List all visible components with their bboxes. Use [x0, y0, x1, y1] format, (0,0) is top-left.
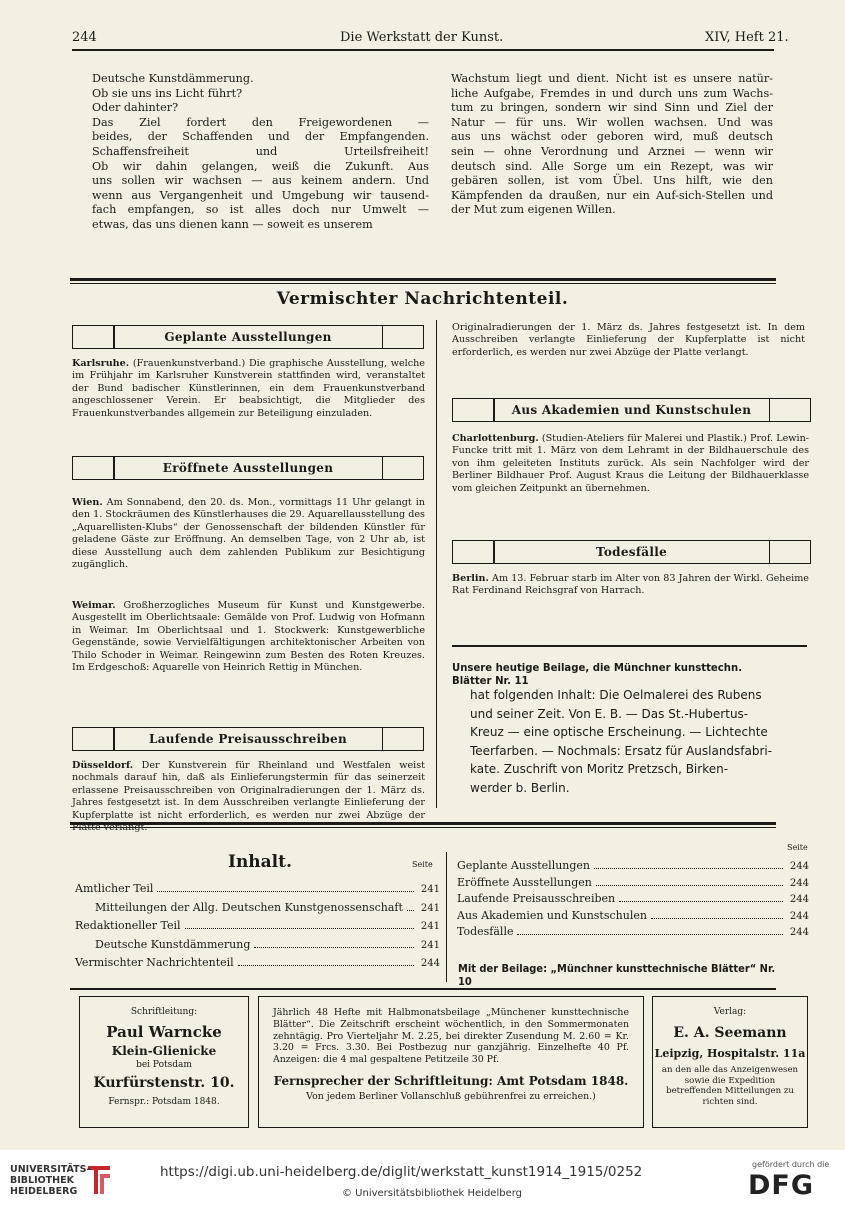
contents-left-list	[75, 880, 440, 973]
essay-line: tum zu bringen, sondern wir sind Sinn und Ziel der	[451, 101, 773, 115]
toc-leader	[407, 910, 414, 911]
toc-entry-page: 241	[420, 884, 440, 895]
beilage-line: Teerfarben. — Nochmals: Ersatz für Auslandsfabri-	[470, 743, 773, 758]
essay-line: Schaffensfreiheit und Urteilsfreiheit!	[92, 144, 429, 158]
heading-todesfaelle: Todesfälle	[452, 540, 811, 564]
schriftleitung-street: Kurfürstenstr. 10.	[93, 1075, 235, 1091]
toc-leader	[619, 901, 783, 902]
library-name	[10, 1164, 90, 1197]
heading-akademien: Aus Akademien und Kunstschulen	[452, 398, 811, 422]
contents-rule	[70, 822, 776, 825]
news-wien: Wien. Am Sonnabend, den 20. ds. Mon., vormittags 11 Uhr gelangt in den 1. Stockräumen des Künstlerhauses die 29. Aquarellausstellung des „Aquarellisten-Klubs“ der Genossenschaft der bildenden Künstler für geladene Gäste zur Eröffnung. An demselben Tage, von 2 Uhr ab, ist diese Ausstellung auch dem zahlenden Publikum zur Besichtigung zugänglich.	[72, 497, 425, 571]
toc-leader	[517, 934, 783, 935]
library-name-line: BIBLIOTHEK	[10, 1175, 74, 1186]
essay-line: Kämpfenden da draußen, nur ein Auf-sich-Stellen und	[451, 188, 773, 202]
contents-title: Inhalt.	[228, 852, 292, 872]
section-title: Vermischter Nachrichtenteil.	[276, 289, 569, 309]
toc-entry-page: 244	[789, 894, 809, 905]
essay-line: der Mut zum eigenen Willen.	[451, 203, 616, 217]
toc-entry-label: Vermischter Nachrichtenteil	[75, 956, 234, 969]
essay-line: aus uns wächst oder geboren wird, muß deutsch	[451, 130, 773, 144]
beilage-line: Kreuz — eine optische Erscheinung. — Lichtechte	[470, 725, 768, 739]
toc-entry-page: 241	[420, 921, 440, 932]
toc-entry-label: Amtlicher Teil	[75, 882, 154, 895]
news-duesseldorf-continued: Originalradierungen der 1. März ds. Jahres festgesetzt ist. In dem Ausschreiben verlangte Einlieferung der Kupferplatte ist nicht erforderlich, es werden nur zwei Abzüge der Platte verlangt.	[452, 322, 805, 358]
imprint-schriftleitung	[79, 996, 249, 1128]
contents-seite-left: Seite	[412, 860, 433, 869]
contents-right-entry	[457, 924, 809, 941]
beilage-line: und seiner Zeit. Von E. B. — Das St.-Hubertus-	[470, 706, 749, 721]
essay-line: Ob wir dahin gelangen, weiß die Zukunft. Aus	[92, 159, 429, 173]
schriftleitung-town: Klein-Glienicke	[111, 1044, 217, 1058]
toc-entry-page: 244	[789, 927, 809, 938]
phone-heading: Fernsprecher der Schriftleitung: Amt Potsdam 1848.	[273, 1073, 629, 1088]
toc-leader	[651, 918, 783, 919]
news-charlottenburg: Charlottenburg. (Studien-Ateliers für Malerei und Plastik.) Prof. Lewin-Funcke tritt mit 1. März von dem Lehramt in der Bildhauerschule des von ihm geleiteten Instituts zurück. Als sein Nachfolger wird der Berliner Bildhauer Prof. August Kraus die Leitung der Bildhauerklasse vom gleichen Zeitpunkt an übernehmen.	[452, 433, 809, 494]
verlag-heading: Verlag:	[713, 1007, 747, 1017]
essay-line: gebären sollen, ist vom Übel. Uns hilft, wie den	[451, 174, 773, 188]
toc-leader	[596, 885, 783, 886]
verlag-address: Leipzig, Hospitalstr. 11a	[654, 1047, 806, 1060]
section-rule-top	[70, 278, 776, 281]
toc-entry-label: Laufende Preisausschreiben	[457, 892, 616, 905]
essay-line: Das Ziel fordert den Freigewordenen —	[92, 115, 429, 129]
news-berlin: Berlin. Am 13. Februar starb im Alter von 83 Jahren der Wirkl. Geheime Rat Ferdinand Reichsgraf von Harrach.	[452, 573, 809, 597]
essay-line: Oder dahinter?	[92, 101, 179, 115]
toc-entry-label: Deutsche Kunstdämmerung	[95, 937, 251, 951]
essay-line: sein — ohne Verordnung und Arznei — wenn wir	[451, 144, 773, 158]
essay-line: fach empfangen, so ist alles doch nur Umwelt —	[92, 203, 429, 217]
essay-line: Deutsche Kunstdämmerung.	[92, 72, 254, 85]
essay-line: beides, der Schaffenden und der Empfangenden.	[92, 130, 429, 144]
header-rule	[72, 49, 774, 51]
issue-label: XIV, Heft 21.	[705, 30, 789, 45]
toc-leader	[238, 965, 414, 966]
beilage-line: werder b. Berlin.	[470, 780, 570, 795]
funder-label: gefördert durch die	[752, 1160, 830, 1169]
toc-entry-label: Redaktioneller Teil	[75, 919, 181, 932]
copyright-note: © Universitätsbibliothek Heidelberg	[342, 1188, 523, 1199]
beilage-rule	[452, 645, 807, 647]
toc-leader	[157, 891, 414, 892]
toc-entry-label: Eröffnete Ausstellungen	[457, 875, 592, 889]
imprint-verlag	[652, 996, 808, 1128]
library-name-line: UNIVERSITÄTS-	[10, 1164, 91, 1175]
essay-line: Ob sie uns ins Licht führt?	[92, 86, 243, 100]
contents-right-entry	[457, 908, 809, 925]
essay-line: uns sollen wir wachsen — aus keinem andern. Und	[92, 174, 429, 188]
news-weimar: Weimar. Großherzogliches Museum für Kunst und Kunstgewerbe. Ausgestellt im Oberlichtsaale: Gemälde von Prof. Ludwig von Hofmann in Weimar. Im Oberlichtsaal und 1. Stockwerk: Kunstgewerbliche Gegenstände, sowie Vervielfältigungen architektonischer Arbeiten von Thilo Schoder in Weimar. Reingewinn zum Besten des Roten Kreuzes. Im Erdgeschoß: Aquarelle von Heinrich Rettig in München.	[72, 600, 425, 674]
contents-left-entry	[75, 899, 440, 918]
source-url[interactable]: https://digi.ub.uni-heidelberg.de/diglit/werkstatt_kunst1914_1915/0252	[160, 1164, 643, 1180]
section-rule-top-thin	[70, 283, 776, 284]
schriftleitung-heading: Schriftleitung:	[130, 1007, 198, 1017]
toc-entry-label: Mitteilungen der Allg. Deutschen Kunstgenossenschaft	[95, 900, 403, 914]
essay-line: wenn aus Vergangenheit und Umgebung wir tausend-	[92, 188, 429, 202]
verlag-note: an den alle das Anzeigenwesen sowie die Expedition betreffenden Mitteilungen zu richten sind.	[661, 1065, 799, 1107]
contents-seite-right: Seite	[787, 843, 808, 852]
beilage-heading: Unsere heutige Beilage, die Münchner kunsttechn. Blätter Nr. 11	[452, 661, 743, 687]
toc-entry-page: 241	[420, 902, 440, 914]
imprint-rule	[70, 988, 776, 990]
essay-right-column	[451, 72, 773, 218]
viewer-footer	[0, 1150, 845, 1215]
schriftleitung-name: Paul Warncke	[106, 1023, 222, 1041]
toc-entry-page: 244	[789, 861, 809, 872]
toc-entry-page: 241	[420, 939, 440, 951]
dfg-logo: DFG	[748, 1170, 815, 1201]
essay-line: Natur — für uns. Wir wollen wachsen. Und was	[451, 115, 773, 129]
contents-right-entry	[457, 891, 809, 908]
heading-laufende: Laufende Preisausschreiben	[72, 727, 424, 751]
toc-entry-page: 244	[789, 877, 809, 889]
heading-geplante: Geplante Ausstellungen	[72, 325, 424, 349]
toc-entry-label: Todesfälle	[457, 925, 514, 938]
essay-line: deutsch sind. Alle Sorge um ein Rezept, was wir	[451, 159, 773, 173]
imprint-subscription	[258, 996, 644, 1128]
subscription-text: Jährlich 48 Hefte mit Halbmonatsbeilage „Münchener kunsttechnische Blätter“. Die Zeitschrift erscheint wöchentlich, in den Sommermonaten zehntägig. Pro Vierteljahr M. 2.25, bei direkter Zusendung M. 2.60 = Kr. 3.20 = Frcs. 3.30. Bei Postbezug nur ganzjährig. Einzelhefte 40 Pf. Anzeigen: die 4 mal gespaltene Petitzeile 30 Pf.	[273, 1007, 629, 1066]
contents-rule-thin	[70, 827, 776, 828]
page-number: 244	[72, 30, 97, 45]
contents-left-entry	[75, 880, 440, 899]
toc-entry-label: Geplante Ausstellungen	[457, 859, 591, 872]
contents-divider	[446, 852, 447, 982]
toc-leader	[185, 928, 414, 929]
news-duesseldorf: Düsseldorf. Der Kunstverein für Rheinland und Westfalen weist nochmals darauf hin, daß als Einlieferungstermin für das seinerzeit erlassene Preisausschreiben von Originalradierungen der 1. März ds. Jahres festgesetzt ist. In dem Ausschreiben verlangte Einlieferung der Kupferplatte ist nicht erforderlich, es werden nur zwei Abzüge der	[72, 760, 425, 821]
essay-line: Wachstum liegt und dient. Nicht ist es unsere natür-	[451, 72, 773, 85]
beilage-text	[470, 686, 805, 797]
contents-right-entry	[457, 858, 809, 875]
toc-leader	[594, 868, 783, 869]
column-divider	[436, 320, 437, 808]
heading-eroeffnete: Eröffnete Ausstellungen	[72, 456, 424, 480]
schriftleitung-phone: Fernspr.: Potsdam 1848.	[108, 1097, 220, 1107]
beilage-line: hat folgenden Inhalt: Die Oelmalerei des Rubens	[470, 688, 762, 702]
toc-entry-page: 244	[420, 958, 440, 969]
essay-line: liche Aufgabe, Fremdes in und durch uns zum Wachs-	[451, 86, 773, 100]
journal-title: Die Werkstatt der Kunst.	[340, 30, 504, 45]
schriftleitung-near: bei Potsdam	[136, 1060, 192, 1070]
connection-note: Von jedem Berliner Vollanschluß gebührenfrei zu erreichen.)	[306, 1090, 596, 1102]
beilage-line: kate. Zuschrift von Moritz Pretzsch, Birken-	[470, 762, 729, 776]
news-karlsruhe: Karlsruhe. (Frauenkunstverband.) Die graphische Ausstellung, welche im Frühjahr im Karlsruher Kunstverein stattfinden wird, veranstaltet der Bund badischer Künstlerinnen, ein dem Frauenkunstverband angeschlossener Verein. Er beabsichtigt, die Mitglieder des Frauenkunstverbandes allgemein zur Beteiligung einzuladen.	[72, 358, 425, 419]
verlag-name: E. A. Seemann	[673, 1025, 787, 1041]
contents-right-entry	[457, 875, 809, 892]
library-name-line: HEIDELBERG	[10, 1186, 78, 1197]
essay-line: etwas, das uns dienen kann — soweit es unserem	[92, 217, 373, 231]
contents-left-entry	[75, 936, 440, 955]
toc-leader	[254, 947, 414, 948]
toc-entry-label: Aus Akademien und Kunstschulen	[457, 908, 647, 922]
contents-left-entry	[75, 917, 440, 936]
toc-entry-page: 244	[789, 910, 809, 922]
essay-left-column	[92, 72, 429, 233]
contents-right-list	[457, 858, 809, 941]
contents-left-entry	[75, 954, 440, 973]
supplement-note: Mit der Beilage: „Münchner kunsttechnische Blätter“ Nr. 10	[458, 962, 776, 988]
